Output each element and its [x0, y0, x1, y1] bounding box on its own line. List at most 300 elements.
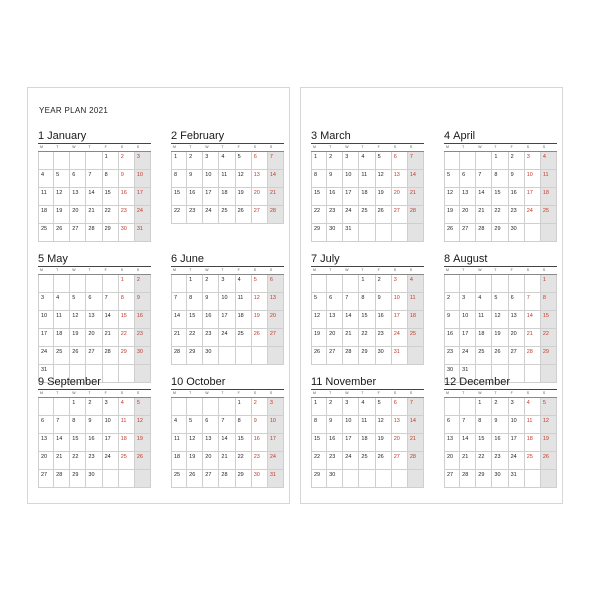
day-cell[interactable]: [268, 311, 284, 329]
day-cell[interactable]: [54, 416, 70, 434]
day-cell[interactable]: [135, 224, 151, 242]
day-cell[interactable]: [86, 470, 102, 488]
day-cell[interactable]: [392, 275, 408, 293]
day-cell[interactable]: [86, 398, 102, 416]
day-cell[interactable]: [392, 188, 408, 206]
day-cell[interactable]: [236, 329, 252, 347]
day-cell[interactable]: [408, 470, 424, 488]
day-cell[interactable]: [476, 398, 492, 416]
day-cell[interactable]: [444, 188, 460, 206]
day-cell[interactable]: [408, 452, 424, 470]
day-cell[interactable]: [54, 293, 70, 311]
day-cell[interactable]: [54, 311, 70, 329]
day-cell[interactable]: [525, 347, 541, 365]
day-cell[interactable]: [476, 329, 492, 347]
day-cell[interactable]: [408, 311, 424, 329]
day-cell[interactable]: [38, 275, 54, 293]
day-cell[interactable]: [70, 152, 86, 170]
day-cell[interactable]: [376, 329, 392, 347]
day-cell[interactable]: [509, 224, 525, 242]
day-cell[interactable]: [119, 311, 135, 329]
day-cell[interactable]: [476, 206, 492, 224]
day-cell[interactable]: [541, 434, 557, 452]
day-cell[interactable]: [70, 398, 86, 416]
day-cell[interactable]: [492, 170, 508, 188]
day-cell[interactable]: [203, 416, 219, 434]
day-cell[interactable]: [311, 152, 327, 170]
day-cell[interactable]: [509, 206, 525, 224]
day-cell[interactable]: [327, 470, 343, 488]
day-cell[interactable]: [392, 329, 408, 347]
day-cell[interactable]: [343, 206, 359, 224]
day-cell[interactable]: [541, 170, 557, 188]
day-cell[interactable]: [343, 224, 359, 242]
day-cell[interactable]: [525, 206, 541, 224]
day-cell[interactable]: [171, 470, 187, 488]
day-cell[interactable]: [171, 398, 187, 416]
day-cell[interactable]: [171, 275, 187, 293]
day-cell[interactable]: [203, 293, 219, 311]
day-cell[interactable]: [38, 170, 54, 188]
day-cell[interactable]: [444, 311, 460, 329]
day-cell[interactable]: [311, 470, 327, 488]
day-cell[interactable]: [359, 188, 375, 206]
day-cell[interactable]: [203, 452, 219, 470]
day-cell[interactable]: [359, 470, 375, 488]
day-cell[interactable]: [509, 275, 525, 293]
day-cell[interactable]: [38, 398, 54, 416]
day-cell[interactable]: [219, 206, 235, 224]
day-cell[interactable]: [187, 275, 203, 293]
day-cell[interactable]: [70, 206, 86, 224]
day-cell[interactable]: [525, 293, 541, 311]
day-cell[interactable]: [460, 329, 476, 347]
day-cell[interactable]: [359, 293, 375, 311]
day-cell[interactable]: [236, 152, 252, 170]
day-cell[interactable]: [476, 470, 492, 488]
day-cell[interactable]: [135, 416, 151, 434]
day-cell[interactable]: [103, 398, 119, 416]
day-cell[interactable]: [103, 152, 119, 170]
day-cell[interactable]: [376, 224, 392, 242]
day-cell[interactable]: [70, 434, 86, 452]
day-cell[interactable]: [343, 470, 359, 488]
day-cell[interactable]: [359, 329, 375, 347]
day-cell[interactable]: [525, 434, 541, 452]
day-cell[interactable]: [236, 188, 252, 206]
day-cell[interactable]: [460, 398, 476, 416]
day-cell[interactable]: [525, 188, 541, 206]
day-cell[interactable]: [460, 188, 476, 206]
day-cell[interactable]: [343, 293, 359, 311]
day-cell[interactable]: [103, 170, 119, 188]
day-cell[interactable]: [236, 206, 252, 224]
day-cell[interactable]: [476, 170, 492, 188]
day-cell[interactable]: [135, 470, 151, 488]
day-cell[interactable]: [103, 416, 119, 434]
day-cell[interactable]: [408, 293, 424, 311]
day-cell[interactable]: [327, 416, 343, 434]
day-cell[interactable]: [252, 188, 268, 206]
day-cell[interactable]: [252, 452, 268, 470]
day-cell[interactable]: [541, 347, 557, 365]
day-cell[interactable]: [86, 224, 102, 242]
day-cell[interactable]: [311, 206, 327, 224]
day-cell[interactable]: [135, 293, 151, 311]
day-cell[interactable]: [492, 293, 508, 311]
day-cell[interactable]: [311, 398, 327, 416]
day-cell[interactable]: [203, 311, 219, 329]
day-cell[interactable]: [219, 311, 235, 329]
day-cell[interactable]: [219, 329, 235, 347]
day-cell[interactable]: [268, 329, 284, 347]
day-cell[interactable]: [492, 329, 508, 347]
day-cell[interactable]: [541, 398, 557, 416]
day-cell[interactable]: [327, 275, 343, 293]
day-cell[interactable]: [492, 152, 508, 170]
day-cell[interactable]: [460, 152, 476, 170]
day-cell[interactable]: [268, 293, 284, 311]
day-cell[interactable]: [408, 152, 424, 170]
day-cell[interactable]: [476, 293, 492, 311]
day-cell[interactable]: [236, 311, 252, 329]
day-cell[interactable]: [541, 416, 557, 434]
day-cell[interactable]: [311, 188, 327, 206]
day-cell[interactable]: [541, 224, 557, 242]
day-cell[interactable]: [38, 347, 54, 365]
day-cell[interactable]: [327, 188, 343, 206]
day-cell[interactable]: [38, 206, 54, 224]
day-cell[interactable]: [171, 452, 187, 470]
day-cell[interactable]: [187, 311, 203, 329]
day-cell[interactable]: [135, 398, 151, 416]
day-cell[interactable]: [38, 188, 54, 206]
day-cell[interactable]: [376, 293, 392, 311]
day-cell[interactable]: [492, 347, 508, 365]
day-cell[interactable]: [252, 311, 268, 329]
day-cell[interactable]: [444, 170, 460, 188]
day-cell[interactable]: [476, 434, 492, 452]
day-cell[interactable]: [268, 434, 284, 452]
day-cell[interactable]: [359, 152, 375, 170]
day-cell[interactable]: [525, 152, 541, 170]
day-cell[interactable]: [236, 416, 252, 434]
day-cell[interactable]: [476, 452, 492, 470]
day-cell[interactable]: [343, 416, 359, 434]
day-cell[interactable]: [86, 206, 102, 224]
day-cell[interactable]: [219, 470, 235, 488]
day-cell[interactable]: [119, 188, 135, 206]
day-cell[interactable]: [135, 347, 151, 365]
day-cell[interactable]: [187, 434, 203, 452]
day-cell[interactable]: [70, 470, 86, 488]
day-cell[interactable]: [376, 188, 392, 206]
day-cell[interactable]: [38, 311, 54, 329]
day-cell[interactable]: [86, 434, 102, 452]
day-cell[interactable]: [311, 452, 327, 470]
day-cell[interactable]: [268, 347, 284, 365]
day-cell[interactable]: [187, 206, 203, 224]
day-cell[interactable]: [408, 224, 424, 242]
day-cell[interactable]: [187, 188, 203, 206]
day-cell[interactable]: [54, 188, 70, 206]
day-cell[interactable]: [171, 188, 187, 206]
day-cell[interactable]: [119, 347, 135, 365]
day-cell[interactable]: [311, 275, 327, 293]
day-cell[interactable]: [38, 329, 54, 347]
day-cell[interactable]: [119, 416, 135, 434]
day-cell[interactable]: [359, 347, 375, 365]
day-cell[interactable]: [476, 416, 492, 434]
day-cell[interactable]: [70, 311, 86, 329]
day-cell[interactable]: [203, 347, 219, 365]
day-cell[interactable]: [444, 470, 460, 488]
day-cell[interactable]: [492, 398, 508, 416]
day-cell[interactable]: [525, 470, 541, 488]
day-cell[interactable]: [171, 311, 187, 329]
day-cell[interactable]: [343, 452, 359, 470]
day-cell[interactable]: [327, 152, 343, 170]
day-cell[interactable]: [252, 152, 268, 170]
day-cell[interactable]: [171, 416, 187, 434]
day-cell[interactable]: [103, 206, 119, 224]
day-cell[interactable]: [203, 152, 219, 170]
day-cell[interactable]: [219, 188, 235, 206]
day-cell[interactable]: [252, 170, 268, 188]
day-cell[interactable]: [392, 311, 408, 329]
day-cell[interactable]: [252, 416, 268, 434]
day-cell[interactable]: [327, 398, 343, 416]
day-cell[interactable]: [376, 434, 392, 452]
day-cell[interactable]: [187, 170, 203, 188]
day-cell[interactable]: [219, 293, 235, 311]
day-cell[interactable]: [54, 398, 70, 416]
day-cell[interactable]: [119, 452, 135, 470]
day-cell[interactable]: [408, 398, 424, 416]
day-cell[interactable]: [236, 170, 252, 188]
day-cell[interactable]: [103, 452, 119, 470]
day-cell[interactable]: [460, 170, 476, 188]
day-cell[interactable]: [268, 275, 284, 293]
day-cell[interactable]: [86, 452, 102, 470]
day-cell[interactable]: [359, 275, 375, 293]
day-cell[interactable]: [203, 206, 219, 224]
day-cell[interactable]: [509, 152, 525, 170]
day-cell[interactable]: [252, 329, 268, 347]
day-cell[interactable]: [171, 170, 187, 188]
day-cell[interactable]: [376, 470, 392, 488]
day-cell[interactable]: [268, 398, 284, 416]
day-cell[interactable]: [38, 416, 54, 434]
day-cell[interactable]: [444, 347, 460, 365]
day-cell[interactable]: [541, 275, 557, 293]
day-cell[interactable]: [359, 170, 375, 188]
day-cell[interactable]: [509, 434, 525, 452]
day-cell[interactable]: [252, 293, 268, 311]
day-cell[interactable]: [70, 188, 86, 206]
day-cell[interactable]: [343, 170, 359, 188]
day-cell[interactable]: [135, 275, 151, 293]
day-cell[interactable]: [103, 188, 119, 206]
day-cell[interactable]: [359, 434, 375, 452]
day-cell[interactable]: [392, 293, 408, 311]
day-cell[interactable]: [444, 398, 460, 416]
day-cell[interactable]: [171, 347, 187, 365]
day-cell[interactable]: [70, 347, 86, 365]
day-cell[interactable]: [187, 398, 203, 416]
day-cell[interactable]: [525, 329, 541, 347]
day-cell[interactable]: [343, 347, 359, 365]
day-cell[interactable]: [376, 206, 392, 224]
day-cell[interactable]: [327, 224, 343, 242]
day-cell[interactable]: [476, 152, 492, 170]
day-cell[interactable]: [525, 398, 541, 416]
day-cell[interactable]: [541, 470, 557, 488]
day-cell[interactable]: [343, 329, 359, 347]
day-cell[interactable]: [103, 470, 119, 488]
day-cell[interactable]: [541, 188, 557, 206]
day-cell[interactable]: [311, 416, 327, 434]
day-cell[interactable]: [541, 329, 557, 347]
day-cell[interactable]: [376, 416, 392, 434]
day-cell[interactable]: [408, 329, 424, 347]
day-cell[interactable]: [376, 398, 392, 416]
day-cell[interactable]: [327, 293, 343, 311]
day-cell[interactable]: [268, 452, 284, 470]
day-cell[interactable]: [392, 452, 408, 470]
day-cell[interactable]: [38, 470, 54, 488]
day-cell[interactable]: [376, 170, 392, 188]
day-cell[interactable]: [70, 452, 86, 470]
day-cell[interactable]: [219, 170, 235, 188]
day-cell[interactable]: [203, 470, 219, 488]
day-cell[interactable]: [38, 293, 54, 311]
day-cell[interactable]: [70, 416, 86, 434]
day-cell[interactable]: [86, 188, 102, 206]
day-cell[interactable]: [268, 188, 284, 206]
day-cell[interactable]: [311, 311, 327, 329]
day-cell[interactable]: [135, 170, 151, 188]
day-cell[interactable]: [86, 152, 102, 170]
day-cell[interactable]: [327, 434, 343, 452]
day-cell[interactable]: [541, 152, 557, 170]
day-cell[interactable]: [236, 275, 252, 293]
day-cell[interactable]: [311, 434, 327, 452]
day-cell[interactable]: [135, 188, 151, 206]
day-cell[interactable]: [54, 470, 70, 488]
day-cell[interactable]: [359, 398, 375, 416]
day-cell[interactable]: [492, 275, 508, 293]
day-cell[interactable]: [392, 416, 408, 434]
day-cell[interactable]: [541, 311, 557, 329]
day-cell[interactable]: [392, 206, 408, 224]
day-cell[interactable]: [460, 452, 476, 470]
day-cell[interactable]: [187, 293, 203, 311]
day-cell[interactable]: [54, 275, 70, 293]
day-cell[interactable]: [187, 452, 203, 470]
day-cell[interactable]: [376, 452, 392, 470]
day-cell[interactable]: [54, 347, 70, 365]
day-cell[interactable]: [359, 311, 375, 329]
day-cell[interactable]: [252, 275, 268, 293]
day-cell[interactable]: [525, 452, 541, 470]
day-cell[interactable]: [343, 434, 359, 452]
day-cell[interactable]: [311, 329, 327, 347]
day-cell[interactable]: [408, 434, 424, 452]
day-cell[interactable]: [343, 275, 359, 293]
day-cell[interactable]: [219, 275, 235, 293]
day-cell[interactable]: [38, 434, 54, 452]
day-cell[interactable]: [444, 152, 460, 170]
day-cell[interactable]: [187, 416, 203, 434]
day-cell[interactable]: [444, 434, 460, 452]
day-cell[interactable]: [392, 398, 408, 416]
day-cell[interactable]: [492, 224, 508, 242]
day-cell[interactable]: [119, 329, 135, 347]
day-cell[interactable]: [119, 293, 135, 311]
day-cell[interactable]: [119, 398, 135, 416]
day-cell[interactable]: [359, 452, 375, 470]
day-cell[interactable]: [408, 206, 424, 224]
day-cell[interactable]: [86, 275, 102, 293]
day-cell[interactable]: [492, 311, 508, 329]
day-cell[interactable]: [408, 347, 424, 365]
day-cell[interactable]: [268, 470, 284, 488]
day-cell[interactable]: [187, 329, 203, 347]
day-cell[interactable]: [460, 347, 476, 365]
day-cell[interactable]: [392, 170, 408, 188]
day-cell[interactable]: [460, 293, 476, 311]
day-cell[interactable]: [236, 398, 252, 416]
day-cell[interactable]: [509, 311, 525, 329]
day-cell[interactable]: [219, 452, 235, 470]
day-cell[interactable]: [219, 398, 235, 416]
day-cell[interactable]: [444, 275, 460, 293]
day-cell[interactable]: [219, 152, 235, 170]
day-cell[interactable]: [311, 170, 327, 188]
day-cell[interactable]: [252, 434, 268, 452]
day-cell[interactable]: [219, 416, 235, 434]
day-cell[interactable]: [54, 452, 70, 470]
day-cell[interactable]: [444, 416, 460, 434]
day-cell[interactable]: [359, 416, 375, 434]
day-cell[interactable]: [38, 452, 54, 470]
day-cell[interactable]: [252, 398, 268, 416]
day-cell[interactable]: [492, 188, 508, 206]
day-cell[interactable]: [203, 275, 219, 293]
day-cell[interactable]: [54, 434, 70, 452]
day-cell[interactable]: [103, 224, 119, 242]
day-cell[interactable]: [444, 224, 460, 242]
day-cell[interactable]: [343, 188, 359, 206]
day-cell[interactable]: [171, 329, 187, 347]
day-cell[interactable]: [460, 224, 476, 242]
day-cell[interactable]: [70, 170, 86, 188]
day-cell[interactable]: [135, 206, 151, 224]
day-cell[interactable]: [219, 347, 235, 365]
day-cell[interactable]: [444, 452, 460, 470]
day-cell[interactable]: [236, 470, 252, 488]
day-cell[interactable]: [392, 470, 408, 488]
day-cell[interactable]: [492, 206, 508, 224]
day-cell[interactable]: [492, 416, 508, 434]
day-cell[interactable]: [460, 206, 476, 224]
day-cell[interactable]: [236, 347, 252, 365]
day-cell[interactable]: [311, 224, 327, 242]
day-cell[interactable]: [54, 152, 70, 170]
day-cell[interactable]: [525, 275, 541, 293]
day-cell[interactable]: [460, 434, 476, 452]
